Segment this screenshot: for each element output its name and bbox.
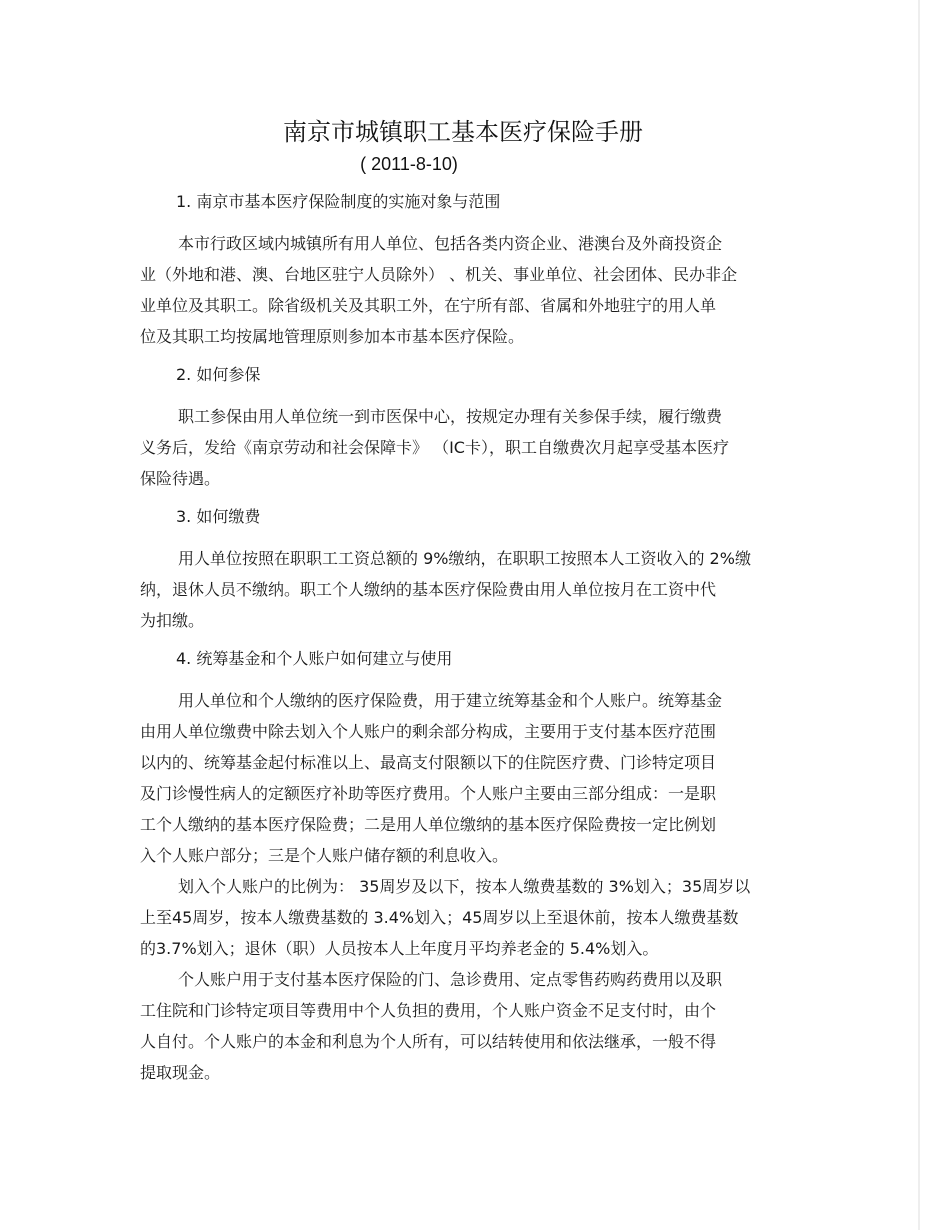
text-line: 义务后，发给《南京劳动和社会保障卡》 （IC卡），职工自缴费次月起享受基本医疗 xyxy=(140,438,729,457)
paragraph-4 xyxy=(140,685,820,1088)
text-line: 人自付。个人账户的本金和利息为个人所有，可以结转使用和依法继承，一般不得 xyxy=(140,1032,717,1051)
section-heading-1: 1. 南京市基本医疗保险制度的实施对象与范围 xyxy=(176,192,501,211)
text-line: 划入个人账户的比例为： 35周岁及以下，按本人缴费基数的 3%划入；35周岁以 xyxy=(178,877,751,896)
text-line: 保险待遇。 xyxy=(140,469,221,488)
text-line: 职工参保由用人单位统一到市医保中心，按规定办理有关参保手续，履行缴费 xyxy=(178,407,723,426)
text-line: 本市行政区域内城镇所有用人单位、包括各类内资企业、港澳台及外商投资企 xyxy=(178,234,723,253)
text-line: 以内的、统筹基金起付标准以上、最高支付限额以下的住院医疗费、门诊特定项目 xyxy=(140,753,717,772)
text-line: 由用人单位缴费中除去划入个人账户的剩余部分构成，主要用于支付基本医疗范围 xyxy=(140,722,717,741)
text-line: 位及其职工均按属地管理原则参加本市基本医疗保险。 xyxy=(140,327,525,346)
text-line: 业（外地和港、澳、台地区驻宁人员除外） 、机关、事业单位、社会团体、民办非企 xyxy=(140,265,738,284)
text-line: 提取现金。 xyxy=(140,1063,221,1082)
section-heading-2: 2. 如何参保 xyxy=(176,365,261,384)
document-date: ( 2011-8-10) xyxy=(360,154,458,174)
paragraph-2 xyxy=(140,401,820,494)
text-line: 业单位及其职工。除省级机关及其职工外，在宁所有部、省属和外地驻宁的用人单 xyxy=(140,296,717,315)
text-line: 入个人账户部分；三是个人账户储存额的利息收入。 xyxy=(140,846,509,865)
document-title: 南京市城镇职工基本医疗保险手册 xyxy=(283,118,643,146)
text-line: 工个人缴纳的基本医疗保险费；二是用人单位缴纳的基本医疗保险费按一定比例划 xyxy=(140,815,717,834)
text-line: 及门诊慢性病人的定额医疗补助等医疗费用。个人账户主要由三部分组成：一是职 xyxy=(140,784,717,803)
section-heading-4: 4. 统筹基金和个人账户如何建立与使用 xyxy=(176,649,453,668)
text-line: 的3.7%划入；退休（职）人员按本人上年度月平均养老金的 5.4%划入。 xyxy=(140,939,659,958)
text-line: 个人账户用于支付基本医疗保险的门、急诊费用、定点零售药购药费用以及职 xyxy=(178,970,723,989)
text-line: 为扣缴。 xyxy=(140,611,205,630)
text-line: 纳，退休人员不缴纳。职工个人缴纳的基本医疗保险费由用人单位按月在工资中代 xyxy=(140,580,717,599)
text-line: 用人单位按照在职职工工资总额的 9%缴纳，在职职工按照本人工资收入的 2%缴 xyxy=(178,549,751,568)
paragraph-1 xyxy=(140,228,820,352)
text-line: 上至45周岁，按本人缴费基数的 3.4%划入；45周岁以上至退休前，按本人缴费基数 xyxy=(140,908,739,927)
text-line: 工住院和门诊特定项目等费用中个人负担的费用，个人账户资金不足支付时，由个 xyxy=(140,1001,717,1020)
paragraph-3 xyxy=(140,543,820,636)
section-heading-3: 3. 如何缴费 xyxy=(176,507,261,526)
text-line: 用人单位和个人缴纳的医疗保险费，用于建立统筹基金和个人账户。统筹基金 xyxy=(178,691,723,710)
page-edge xyxy=(918,0,920,1230)
